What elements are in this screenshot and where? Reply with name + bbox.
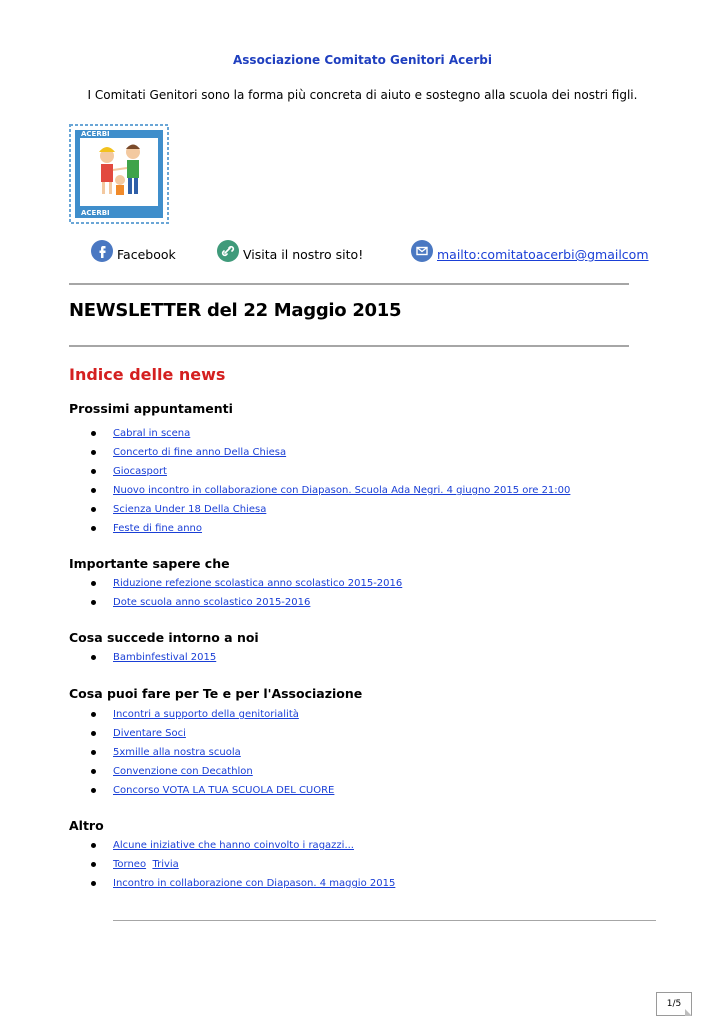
list-item[interactable]	[69, 481, 570, 500]
section-title: Cosa puoi fare per Te e per l'Associazione	[69, 686, 363, 701]
news-link[interactable]: Riduzione refezione scolastica anno scolastico 2015-2016	[113, 578, 403, 589]
news-link[interactable]: Giocasport	[113, 466, 167, 477]
svg-text:ACERBI: ACERBI	[81, 209, 110, 217]
list-item[interactable]	[69, 519, 570, 538]
section-title: Importante sapere che	[69, 556, 230, 571]
website-label: Visita il nostro sito!	[243, 247, 364, 262]
list-item[interactable]	[69, 424, 570, 443]
news-link[interactable]: Incontro in collaborazione con Diapason. 4 maggio 2015	[113, 878, 396, 889]
news-list	[69, 424, 570, 538]
list-item[interactable]	[69, 443, 570, 462]
facebook-link[interactable]	[91, 232, 176, 262]
association-logo	[69, 124, 169, 224]
list-item[interactable]	[69, 743, 334, 762]
news-link[interactable]: Concorso VOTA LA TUA SCUOLA DEL CUORE	[113, 785, 335, 796]
news-link[interactable]: Alcune iniziative che hanno coinvolto i ragazzi...	[113, 840, 354, 851]
news-link[interactable]: 5xmille alla nostra scuola	[113, 747, 241, 758]
divider	[69, 283, 629, 285]
list-item[interactable]	[69, 781, 334, 800]
news-link[interactable]: Diventare Soci	[113, 728, 186, 739]
page-fold-icon	[685, 1009, 692, 1016]
news-list	[69, 836, 395, 893]
list-item[interactable]	[69, 874, 395, 893]
svg-text:ACERBI: ACERBI	[81, 130, 110, 138]
news-list	[69, 705, 334, 800]
list-item[interactable]	[69, 462, 570, 481]
news-link[interactable]: Bambinfestival 2015	[113, 652, 217, 663]
section-title: Prossimi appuntamenti	[69, 401, 233, 416]
tagline: I Comitati Genitori sono la forma più concreta di aiuto e sostegno alla scuola dei nostri figli.	[87, 88, 638, 102]
news-link[interactable]: Feste di fine anno	[113, 523, 203, 534]
link-icon	[217, 240, 239, 262]
list-item[interactable]	[69, 836, 395, 855]
mail-icon	[411, 240, 433, 262]
news-list	[69, 648, 216, 667]
email-address: mailto:comitatoacerbi@gmailcom	[437, 247, 649, 262]
website-link[interactable]	[217, 232, 363, 262]
news-list	[69, 574, 402, 612]
section-title: Altro	[69, 818, 104, 833]
news-link[interactable]: Convenzione con Decathlon	[113, 766, 253, 777]
list-item[interactable]	[69, 762, 334, 781]
news-link[interactable]: Trivia	[152, 859, 179, 870]
news-link[interactable]: Concerto di fine anno Della Chiesa	[113, 447, 287, 458]
news-link[interactable]: Scienza Under 18 Della Chiesa	[113, 504, 267, 515]
news-link[interactable]: Nuovo incontro in collaborazione con Diapason. Scuola Ada Negri. 4 giugno 2015 ore 21:00	[113, 485, 571, 496]
news-link[interactable]: Torneo	[113, 859, 147, 870]
list-item[interactable]	[69, 574, 402, 593]
list-item[interactable]	[69, 724, 334, 743]
email-link[interactable]	[411, 232, 649, 262]
list-item[interactable]	[69, 648, 216, 667]
facebook-icon	[91, 240, 113, 262]
news-link[interactable]: Dote scuola anno scolastico 2015-2016	[113, 597, 311, 608]
divider	[113, 920, 656, 921]
list-item[interactable]	[69, 705, 334, 724]
list-item[interactable]	[69, 855, 395, 874]
news-link[interactable]: Cabral in scena	[113, 428, 191, 439]
divider	[69, 345, 629, 347]
news-link[interactable]: Incontri a supporto della genitorialità	[113, 709, 299, 720]
facebook-label: Facebook	[117, 247, 176, 262]
list-item[interactable]	[69, 593, 402, 612]
list-item[interactable]	[69, 500, 570, 519]
page-number-label: 1/5	[666, 999, 682, 1009]
page-number	[656, 992, 692, 1016]
section-title: Cosa succede intorno a noi	[69, 630, 259, 645]
org-title: Associazione Comitato Genitori Acerbi	[233, 53, 492, 67]
index-title: Indice delle news	[69, 365, 226, 384]
newsletter-title: NEWSLETTER del 22 Maggio 2015	[69, 300, 402, 321]
